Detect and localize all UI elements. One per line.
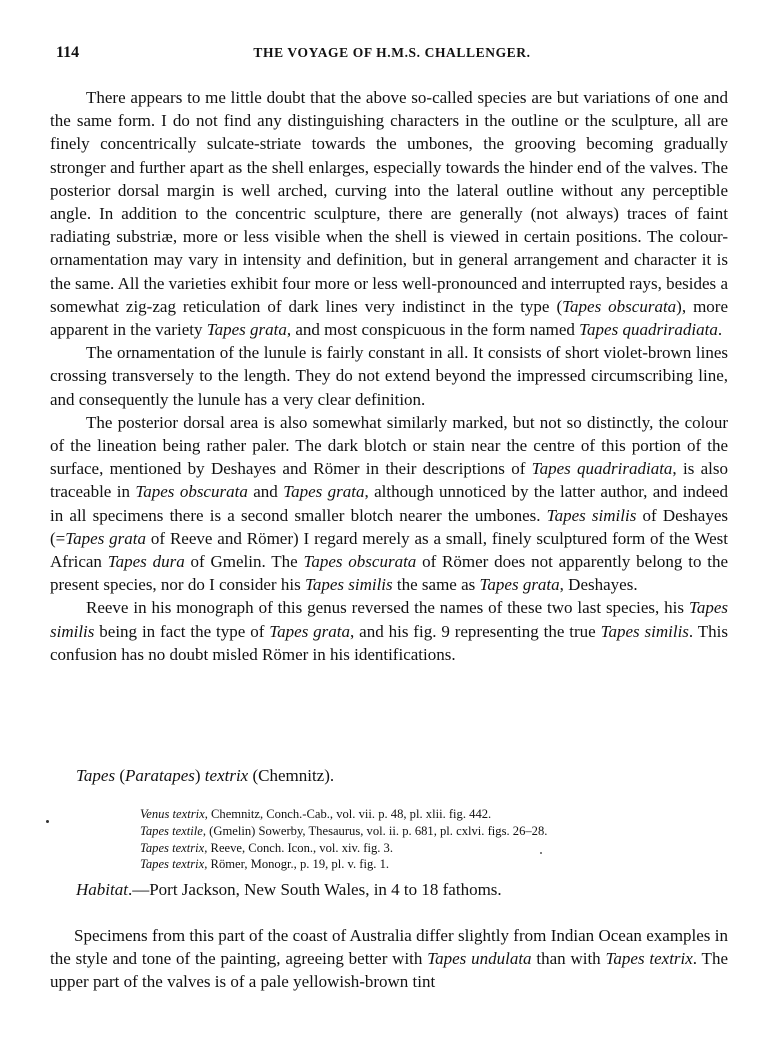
paragraph (50, 86, 728, 341)
italic-text-run: Tapes grata (269, 621, 351, 641)
species-heading (76, 766, 334, 786)
text-run: of Reeve and Römer) I regard merely as a small, finely sculptured form of the West African (50, 528, 728, 572)
habitat-line (76, 880, 502, 900)
italic-text-run: Tapes similis (546, 505, 637, 525)
synonymy-entry (140, 806, 700, 823)
italic-text-run: Tapes similis (50, 598, 728, 641)
text-run: The posterior dorsal area is also somewhat similarly marked, but not so distinctly, the colour of the lineation being rather paler. The dark blotch or stain near the centre of this portion of the surface, mentioned by Deshayes and Römer in their descriptions of (50, 412, 728, 479)
text-run: Specimens from this part of the coast of Australia differ slightly from Indian Ocean examples in the style and tone of the painting, agreeing better with (50, 926, 728, 969)
text-run: , and his fig. 9 representing the true (350, 621, 601, 641)
italic-text-run: Tapes quadriradiata (531, 459, 673, 479)
italic-text-run: Tapes (76, 766, 116, 785)
page-header (56, 44, 728, 64)
text-run: , Deshayes. (559, 575, 638, 595)
text-run: , although unnoticed by the latter author, and indeed in all specimens there is a second smaller blotch nearer the umbones. (50, 482, 729, 525)
italic-text-run: Tapes similis (304, 575, 393, 595)
text-run: (Chemnitz). (248, 766, 335, 785)
italic-text-run: Tapes obscurata (562, 296, 677, 316)
page-number: 114 (56, 44, 80, 61)
italic-text-run: Tapes obscurata (303, 552, 417, 572)
text-run: , Römer, Monogr., p. 19, pl. v. fig. 1. (204, 857, 390, 872)
body-text-continued (50, 924, 728, 994)
italic-text-run: textrix (204, 766, 249, 785)
text-run: being in fact the type of (94, 621, 270, 641)
text-run: and (247, 482, 284, 502)
text-run: , Chemnitz, Conch.-Cab., vol. vii. p. 48, pl. xlii. fig. 442. (204, 807, 492, 821)
text-run: . This confusion has no doubt misled Römer in his identifications. (50, 621, 728, 664)
italic-text-run: Tapes dura (107, 552, 185, 572)
text-run: . The upper part of the valves is of a pale yellowish-brown tint (50, 949, 728, 992)
paragraph (50, 411, 728, 597)
text-run: The ornamentation of the lunule is fairly constant in all. It consists of short violet-brown lines crossing transversely to the length. They do not extend beyond the impressed circumscribing line, and consequently the lunule has a very clear definition. (50, 343, 728, 409)
italic-text-run: Paratapes (124, 766, 195, 785)
text-run: , Reeve, Conch. Icon., vol. xiv. fig. 3. (204, 840, 394, 855)
synonymy-entry (140, 856, 700, 873)
text-run: , (Gmelin) Sowerby, Thesaurus, vol. ii. p. 681, pl. cxlvi. figs. 26–28. (202, 823, 548, 838)
italic-text-run: Tapes grata (479, 575, 560, 595)
paragraph (50, 596, 728, 666)
synonymy-entry (140, 823, 700, 840)
italic-text-run: Habitat (76, 880, 128, 899)
text-run: ), more apparent in the variety (50, 296, 729, 340)
text-run: ( (115, 766, 125, 785)
italic-text-run: Tapes grata (283, 482, 365, 502)
text-run: the same as (392, 575, 480, 595)
text-run: , is also traceable in (50, 459, 728, 502)
text-run: .—Port Jackson, New South Wales, in 4 to 18 fathoms. (127, 880, 502, 899)
synonymy-entry (140, 840, 700, 857)
italic-text-run: Tapes textrix (605, 949, 693, 969)
italic-text-run: Tapes textrix (140, 857, 205, 872)
text-run: There appears to me little doubt that the above so-called species are but variations of one and the same form. I do not find any distinguishing characters in the outline or the sculpture, all are finely concentrically sulcate-striate towards the umbones, the grooving becoming gradually stronger and further apart as the shell enlarges, especially towards the hinder end of the valves. The posterior dorsal margin is well arched, curving into the lateral outline without any perceptible angle. In addition to the concentric sculpture, there are generally (not always) traces of faint radiating substriæ, more or less visible when the shell is viewed in certain positions. The colour-ornamentation may vary in intensity and definition, but in general arrangement and character it is the same. All the varieties exhibit four more or less well-pronounced and interrupted rays, besides a somewhat zig-zag reticulation of dark lines very indistinct in the type ( (50, 88, 728, 316)
text-run: Reeve in his monograph of this genus reversed the names of these two last species, his (86, 598, 689, 618)
italic-text-run: Tapes similis (600, 621, 689, 641)
text-run: ) (194, 766, 205, 785)
body-text (50, 86, 728, 666)
italic-text-run: Tapes textrix (140, 840, 205, 855)
text-run: of Römer does not apparently belong to the present species, nor do I consider his (50, 552, 729, 595)
running-head: THE VOYAGE OF H.M.S. CHALLENGER. (253, 45, 531, 60)
text-run: . (717, 320, 723, 340)
paragraph (50, 924, 728, 994)
text-run: than with (531, 949, 606, 969)
print-speck (46, 820, 49, 823)
italic-text-run: Tapes quadriradiata (579, 320, 718, 340)
italic-text-run: Tapes grata (206, 320, 287, 340)
italic-text-run: Tapes obscurata (135, 482, 248, 502)
paragraph (50, 341, 728, 411)
text-run: of Gmelin. The (184, 552, 304, 572)
italic-text-run: Venus textrix (140, 807, 205, 821)
text-run: , and most conspicuous in the form named (286, 320, 580, 340)
text-run: of Deshayes (= (50, 505, 728, 548)
italic-text-run: Tapes grata (65, 528, 147, 548)
italic-text-run: Tapes textile (140, 823, 203, 838)
synonymy-list (140, 806, 700, 873)
italic-text-run: Tapes undulata (427, 949, 532, 969)
